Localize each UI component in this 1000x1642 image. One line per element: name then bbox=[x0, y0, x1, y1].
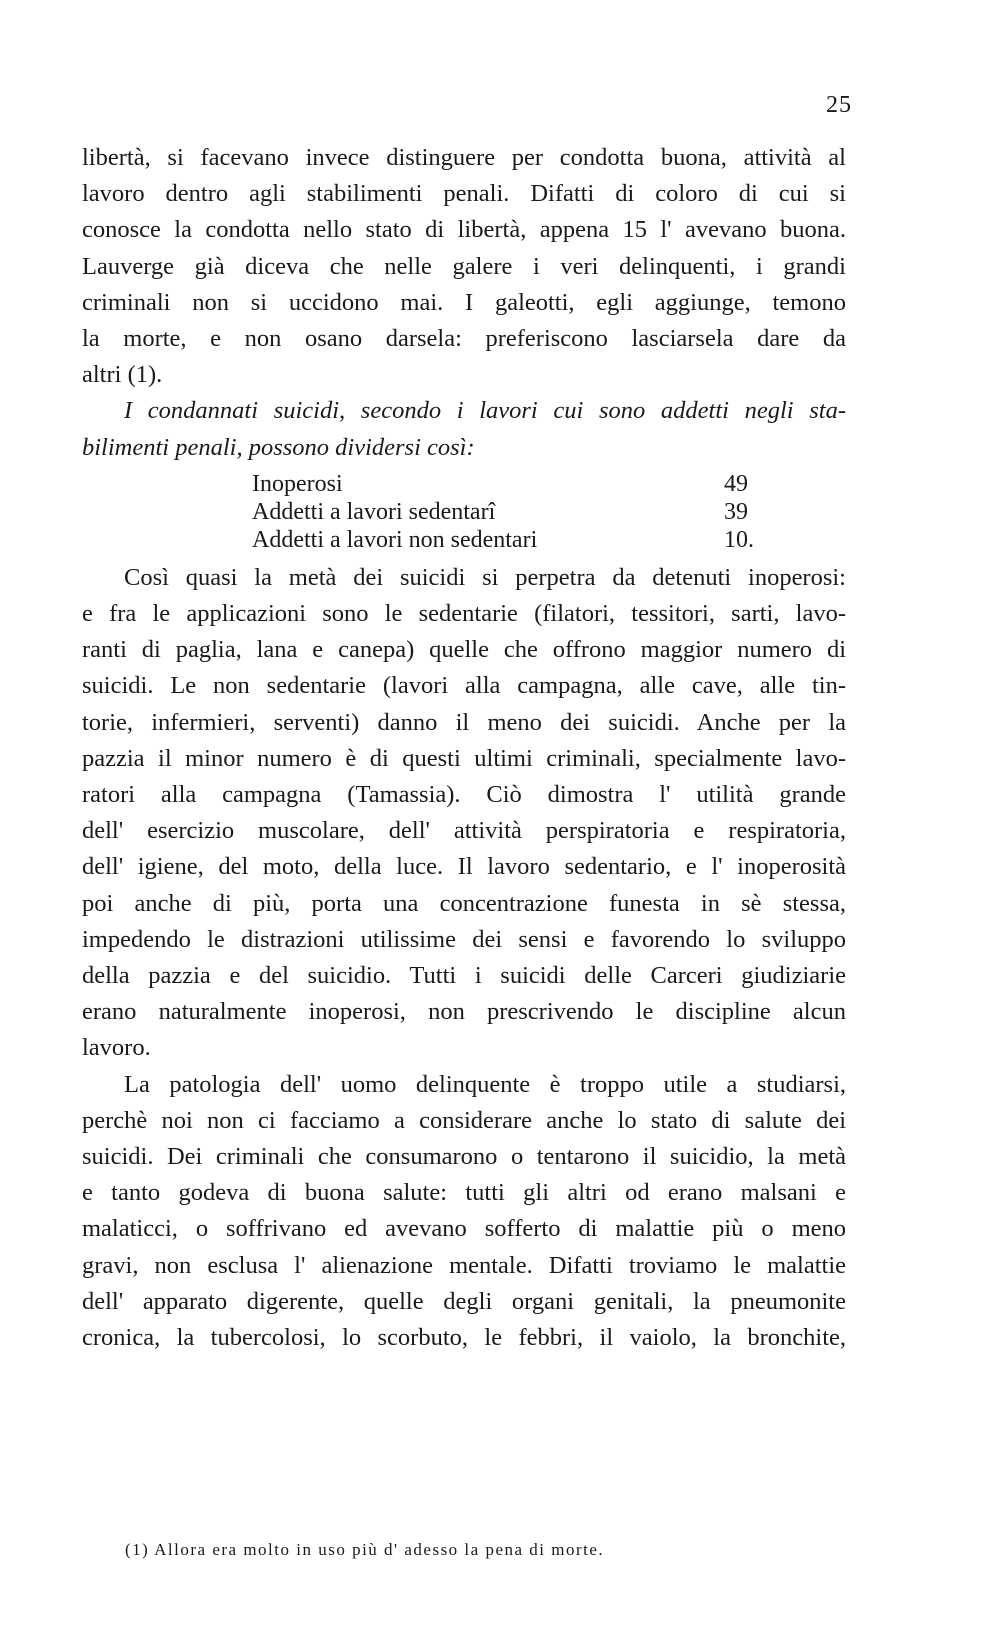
text-line: Lauverge già diceva che nelle galere i veri delinquenti, i grandi bbox=[82, 252, 846, 280]
text-line: della pazzia e del suicidio. Tutti i suicidi delle Carceri giudiziarie bbox=[82, 962, 846, 990]
text-line: lavoro. bbox=[82, 1034, 151, 1062]
table-value: 39 bbox=[724, 498, 748, 525]
text-line: bilimenti penali, possono dividersi così: bbox=[82, 433, 475, 461]
text-line: I condannati suicidi, secondo i lavori cui sono addetti negli sta- bbox=[124, 397, 846, 425]
text-line: la morte, e non osano darsela: preferiscono lasciarsela dare da bbox=[82, 325, 846, 353]
text-line: ratori alla campagna (Tamassia). Ciò dimostra l' utilità grande bbox=[82, 781, 846, 809]
paragraph-4 bbox=[82, 1067, 846, 1357]
paragraph-3 bbox=[82, 560, 846, 1067]
table-label: Addetti a lavori non sedentari bbox=[252, 526, 538, 553]
text-line: dell' igiene, del moto, della luce. Il lavoro sedentario, e l' inoperosità bbox=[82, 853, 846, 881]
footnote: (1) Allora era molto in uso più d' adesso la pena di morte. bbox=[125, 1540, 605, 1559]
text-line: lavoro dentro agli stabilimenti penali. Difatti di coloro di cui si bbox=[82, 180, 846, 208]
text-line: poi anche di più, porta una concentrazione funesta in sè stessa, bbox=[82, 889, 846, 917]
table-value: 10. bbox=[724, 526, 754, 553]
table-row bbox=[252, 498, 772, 526]
table-row bbox=[252, 470, 772, 498]
table-row bbox=[252, 526, 772, 554]
text-line: erano naturalmente inoperosi, non prescrivendo le discipline alcun bbox=[82, 998, 846, 1026]
text-line: malaticci, o soffrivano ed avevano sofferto di malattie più o meno bbox=[82, 1215, 846, 1243]
text-line: torie, infermieri, serventi) danno il meno dei suicidi. Anche per la bbox=[82, 708, 846, 736]
suicide-work-table bbox=[252, 470, 772, 554]
text-line: criminali non si uccidono mai. I galeotti, egli aggiunge, temono bbox=[82, 288, 846, 316]
body-text bbox=[82, 140, 846, 1356]
text-line: pazzia il minor numero è di questi ultimi criminali, specialmente lavo- bbox=[82, 744, 846, 772]
text-line: Così quasi la metà dei suicidi si perpetra da detenuti inoperosi: bbox=[124, 563, 846, 591]
text-line: dell' apparato digerente, quelle degli organi genitali, la pneumonite bbox=[82, 1287, 846, 1315]
page-number: 25 bbox=[826, 92, 852, 118]
text-line: e fra le applicazioni sono le sedentarie (filatori, tessitori, sarti, lavo- bbox=[82, 600, 846, 628]
paragraph-2 bbox=[82, 393, 846, 465]
text-line: suicidi. Le non sedentarie (lavori alla campagna, alle cave, alle tin- bbox=[82, 672, 846, 700]
text-line: La patologia dell' uomo delinquente è troppo utile a studiarsi, bbox=[124, 1070, 846, 1098]
table-label: Inoperosi bbox=[252, 470, 343, 497]
text-line: cronica, la tubercolosi, lo scorbuto, le febbri, il vaiolo, la bronchite, bbox=[82, 1324, 846, 1352]
text-line: dell' esercizio muscolare, dell' attività perspiratoria e respiratoria, bbox=[82, 817, 846, 845]
table-value: 49 bbox=[724, 470, 748, 497]
text-line: e tanto godeva di buona salute: tutti gli altri od erano malsani e bbox=[82, 1179, 846, 1207]
text-line: perchè noi non ci facciamo a considerare anche lo stato di salute dei bbox=[82, 1106, 846, 1134]
text-line: impedendo le distrazioni utilissime dei sensi e favorendo lo sviluppo bbox=[82, 925, 846, 953]
text-line: altri (1). bbox=[82, 361, 163, 389]
text-line: conosce la condotta nello stato di libertà, appena 15 l' avevano buona. bbox=[82, 216, 846, 244]
text-line: ranti di paglia, lana e canepa) quelle che offrono maggior numero di bbox=[82, 636, 846, 664]
table-label: Addetti a lavori sedentarî bbox=[252, 498, 496, 525]
text-line: suicidi. Dei criminali che consumarono o tentarono il suicidio, la metà bbox=[82, 1143, 846, 1171]
paragraph-1 bbox=[82, 140, 846, 393]
text-line: gravi, non esclusa l' alienazione mentale. Difatti troviamo le malattie bbox=[82, 1251, 846, 1279]
text-line: libertà, si facevano invece distinguere per condotta buona, attività al bbox=[82, 144, 846, 171]
